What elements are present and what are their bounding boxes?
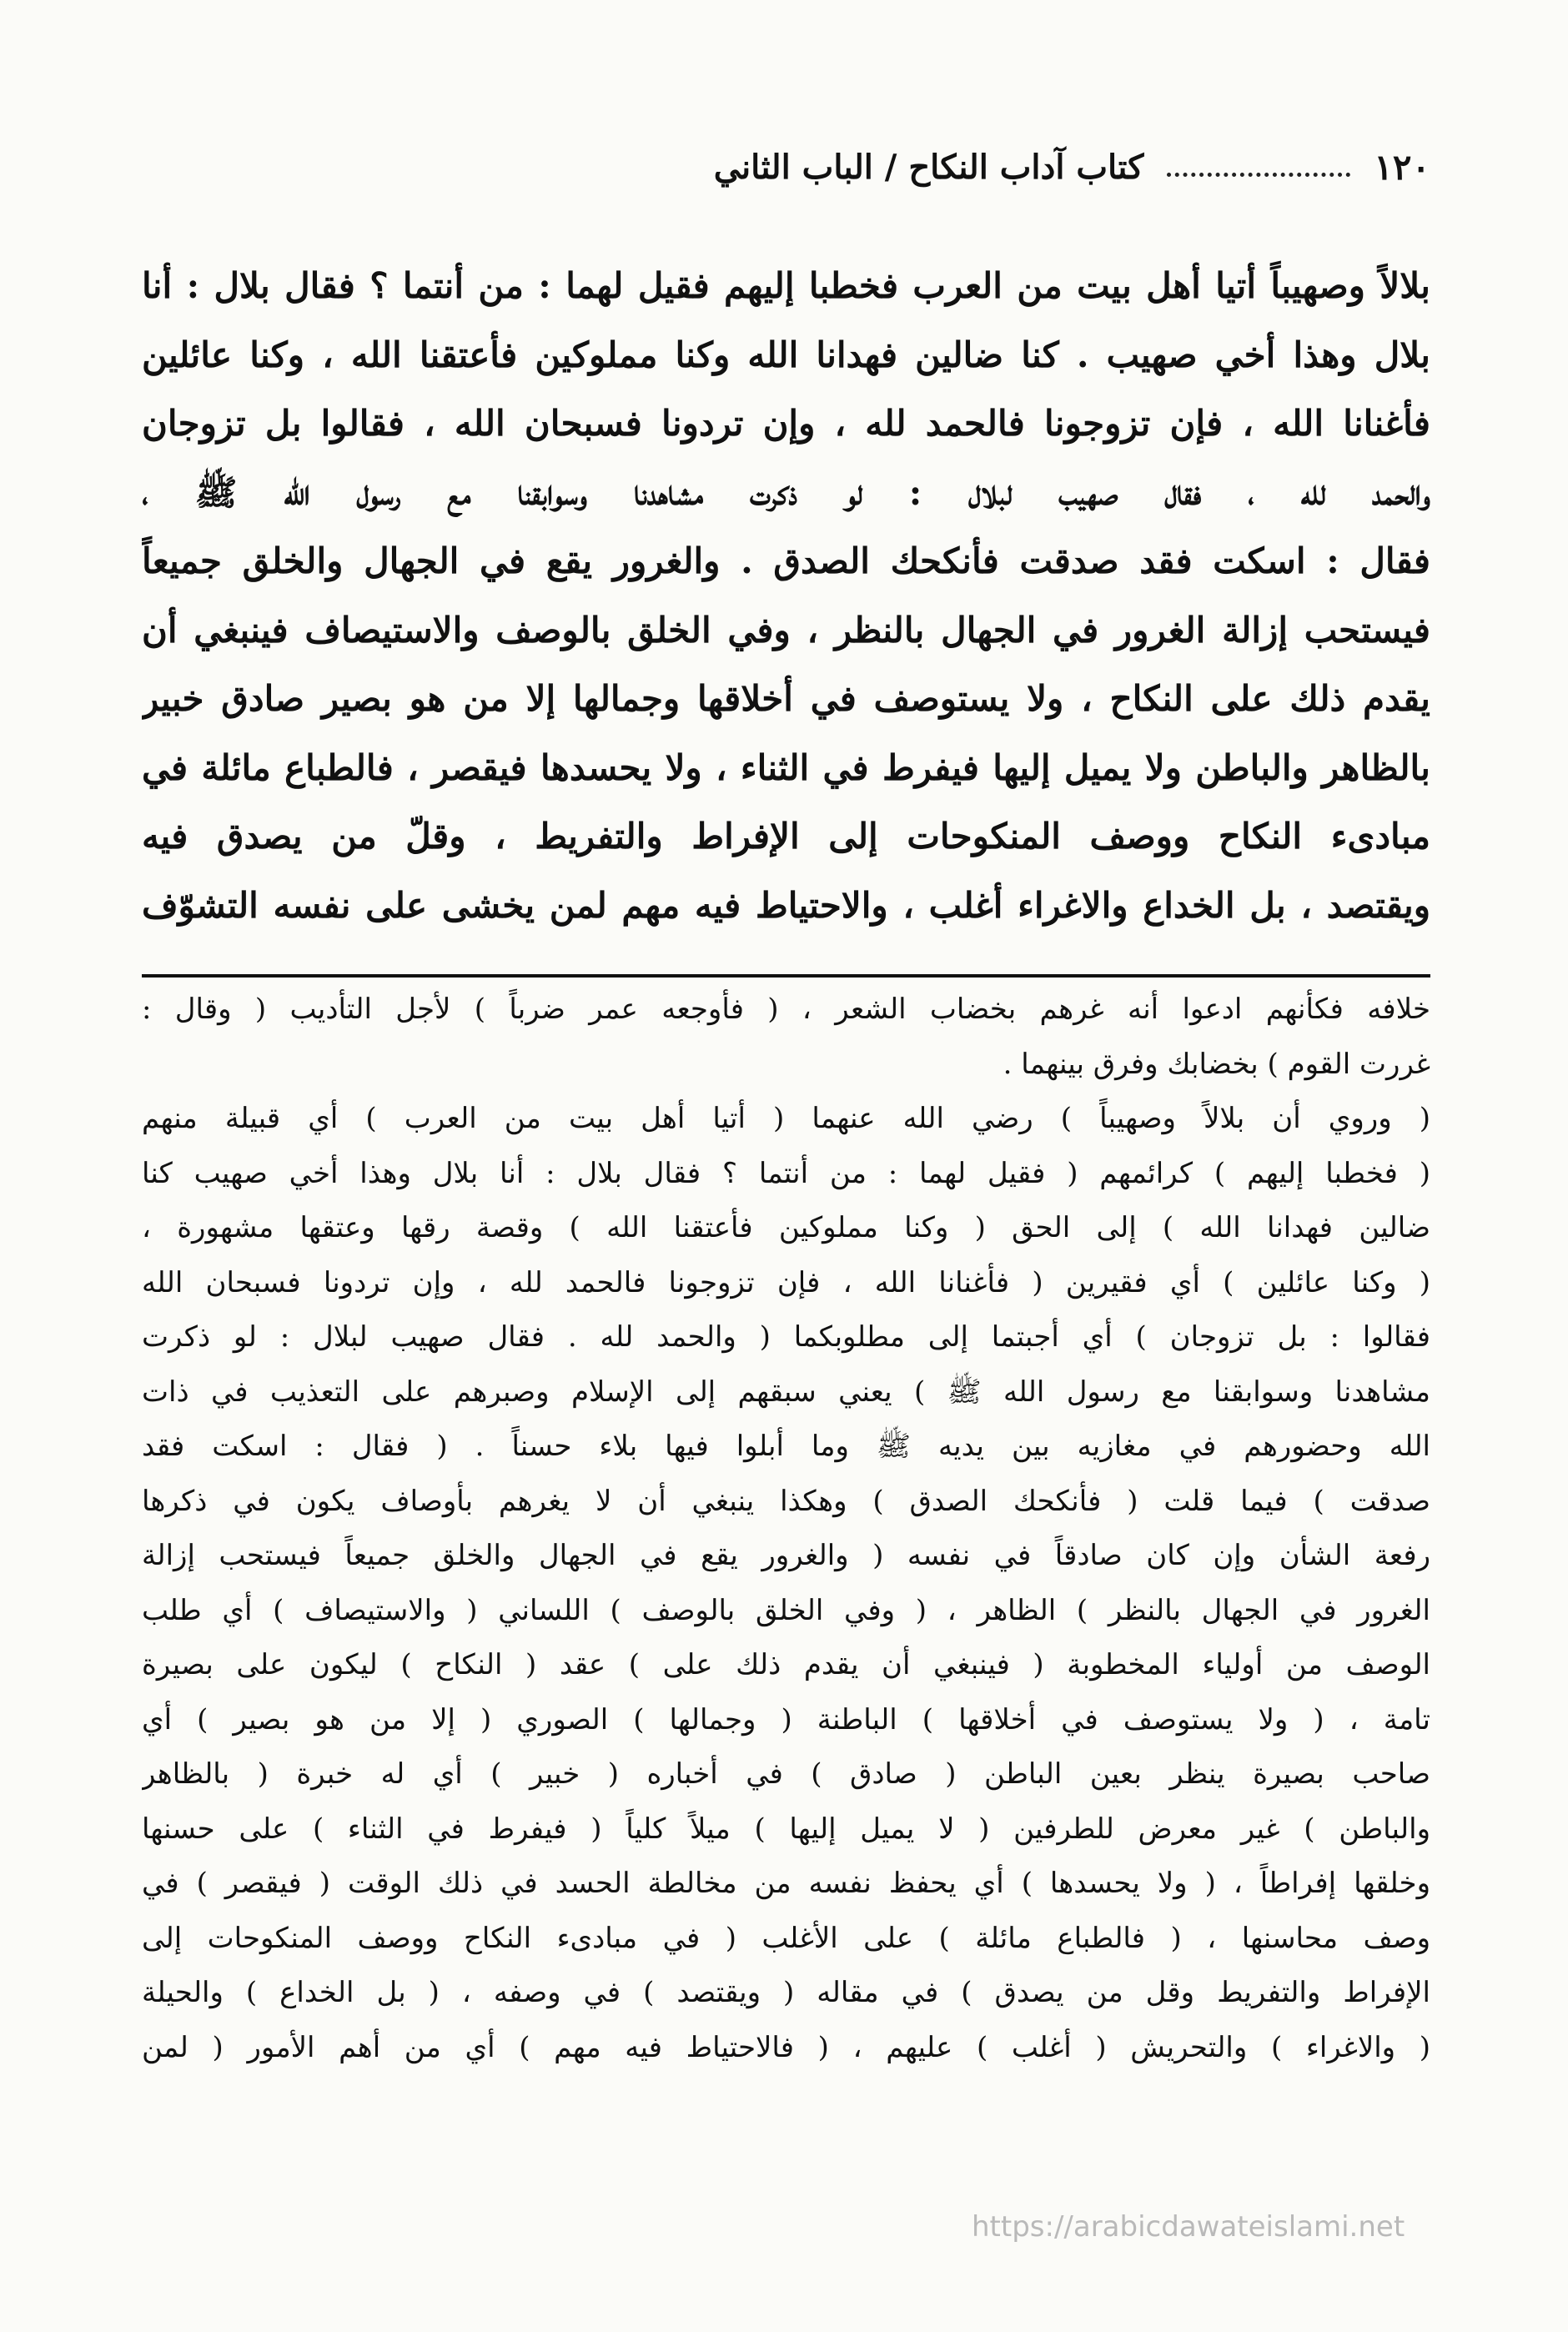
page-number: ١٢٠: [1374, 146, 1430, 188]
main-text-line: بلالاً وصهيباً أتيا أهل بيت من العرب فخطبا إليهم فقيل لهما : من أنتما ؟ فقال بلال : أنا: [142, 265, 1430, 306]
main-text-line: بالظاهر والباطن ولا يميل إليها فيفرط في الثناء ، ولا يحسدها فيقصر ، فالطباع مائلة في: [142, 746, 1430, 788]
main-text-line: فقال : اسكت فقد صدقت فأنكحك الصدق . والغرور يقع في الجهال والخلق جميعاً: [142, 540, 1430, 581]
commentary-line: وخلقها إفراطاً ، ( ولا يحسدها ) أي يحفظ نفسه من مخالطة الحسد في ذلك الوقت ( فيقصر ) في: [142, 1867, 1430, 1900]
commentary-line: الغرور في الجهال بالنظر ) الظاهر ، ( وفي الخلق بالوصف ) اللساني ( والاستيصاف ) أي طلب: [142, 1593, 1430, 1627]
main-text-line: فأغنانا الله ، فإن تزوجونا فالحمد لله ، وإن تردونا فسبحان الله ، فقالوا بل تزوجان: [142, 403, 1430, 444]
commentary-line: ( وروي أن بلالاً وصهيباً ) رضي الله عنهما ( أتيا أهل بيت من العرب ) أي قبيلة منهم: [142, 1102, 1430, 1135]
running-title: كتاب آداب النكاح / الباب الثاني: [713, 147, 1144, 187]
commentary-line: ( والاغراء ) والتحريش ( أغلب ) عليهم ، ( فالاحتياط فيه مهم ) أي من أهم الأمور ( لمن: [142, 2030, 1430, 2064]
main-text: [142, 252, 1430, 940]
main-text-line: فيستحب إزالة الغرور في الجهال بالنظر ، وفي الخلق بالوصف والاستيصاف فينبغي أن: [142, 609, 1430, 651]
commentary-line: ( فخطبا إليهم ) كرائمهم ( فقيل لهما : من أنتما ؟ فقال بلال : أنا بلال وهذا أخي صهيب كنا: [142, 1156, 1430, 1190]
commentary-line: الله وحضورهم في مغازيه بين يديه ﷺ وما أبلوا فيها بلاء حسناً . ( فقال : اسكت فقد: [142, 1430, 1430, 1463]
commentary-line: غررت القوم ) بخضابك وفرق بينهما .: [1003, 1047, 1430, 1081]
commentary-line: فقالوا : بل تزوجان ) أي أجبتما إلى مطلوبكما ( والحمد لله . فقال صهيب لبلال : لو ذكرت: [142, 1320, 1430, 1354]
commentary-line: خلافه فكأنهم ادعوا أنه غرهم بخضاب الشعر ، ( فأوجعه عمر ضرباً ) لأجل التأديب ( وقال :: [142, 993, 1430, 1026]
main-text-line: والحمد لله ، فقال صهيب لبلال : لو ذكرت مشاهدنا وسوابقنا مع رسول الله ﷺ ،: [142, 471, 1430, 513]
commentary-line: تامة ، ( ولا يستوصف في أخلاقها ) الباطنة ( وجمالها ) الصوري ( إلا من هو بصير ) أي: [142, 1702, 1430, 1736]
website-watermark: https://arabicdawateislami.net: [972, 2210, 1405, 2244]
separator-rule: [142, 974, 1430, 978]
commentary-line: ( وكنا عائلين ) أي فقيرين ( فأغنانا الله ، فإن تزوجونا فالحمد لله ، وإن تردونا فسبحان الله: [142, 1265, 1430, 1299]
commentary-line: والباطن ) غير معرض للطرفين ( لا يميل إليها ) ميلاً كلياً ( فيفرط في الثناء ) على حسنها: [142, 1812, 1430, 1846]
commentary-line: صدقت ) فيما قلت ( فأنكحك الصدق ) وهكذا ينبغي أن لا يغرهم بأوصاف يكون في ذكرها: [142, 1484, 1430, 1518]
commentary-line: وصف محاسنها ، ( فالطباع مائلة ) على الأغلب ( في مبادىء النكاح ووصف المنكوحات إلى: [142, 1921, 1430, 1955]
main-text-line: بلال وهذا أخي صهيب . كنا ضالين فهدانا الله وكنا مملوكين فأعتقنا الله ، وكنا عائلين: [142, 334, 1430, 375]
main-text-line: ويقتصد ، بل الخداع والاغراء أغلب ، والاحتياط فيه مهم لمن يخشى على نفسه التشوّف: [142, 884, 1430, 926]
commentary-line: مشاهدنا وسوابقنا مع رسول الله ﷺ ) يعني سبقهم إلى الإسلام وصبرهم على التعذيب في ذات: [142, 1375, 1430, 1409]
commentary-text: [142, 983, 1430, 2075]
page-header: [142, 133, 1430, 200]
commentary-line: ضالين فهدانا الله ) إلى الحق ( وكنا مملوكين فأعتقنا الله ) وقصة رقها وعتقها مشهورة ،: [142, 1211, 1430, 1244]
header-dotted-leader: [1167, 173, 1350, 177]
commentary-line: الإفراط والتفريط وقل من يصدق ) في مقاله ( ويقتصد ) في وصفه ، ( بل الخداع ) والحيلة: [142, 1976, 1430, 2009]
commentary-line: صاحب بصيرة ينظر بعين الباطن ( صادق ) في أخباره ( خبير ) أي له خبرة ( بالظاهر: [142, 1757, 1430, 1791]
main-text-line: مبادىء النكاح ووصف المنكوحات إلى الإفراط والتفريط ، وقلّ من يصدق فيه: [142, 816, 1430, 857]
commentary-line: رفعة الشأن وإن كان صادقاً في نفسه ( والغرور يقع في الجهال والخلق جميعاً فيستحب إزالة: [142, 1539, 1430, 1572]
commentary-line: الوصف من أولياء المخطوبة ( فينبغي أن يقدم ذلك على ) عقد ( النكاح ) ليكون على بصيرة: [142, 1648, 1430, 1681]
main-text-line: يقدم ذلك على النكاح ، ولا يستوصف في أخلاقها وجمالها إلا من هو بصير صادق خبير: [142, 678, 1430, 719]
